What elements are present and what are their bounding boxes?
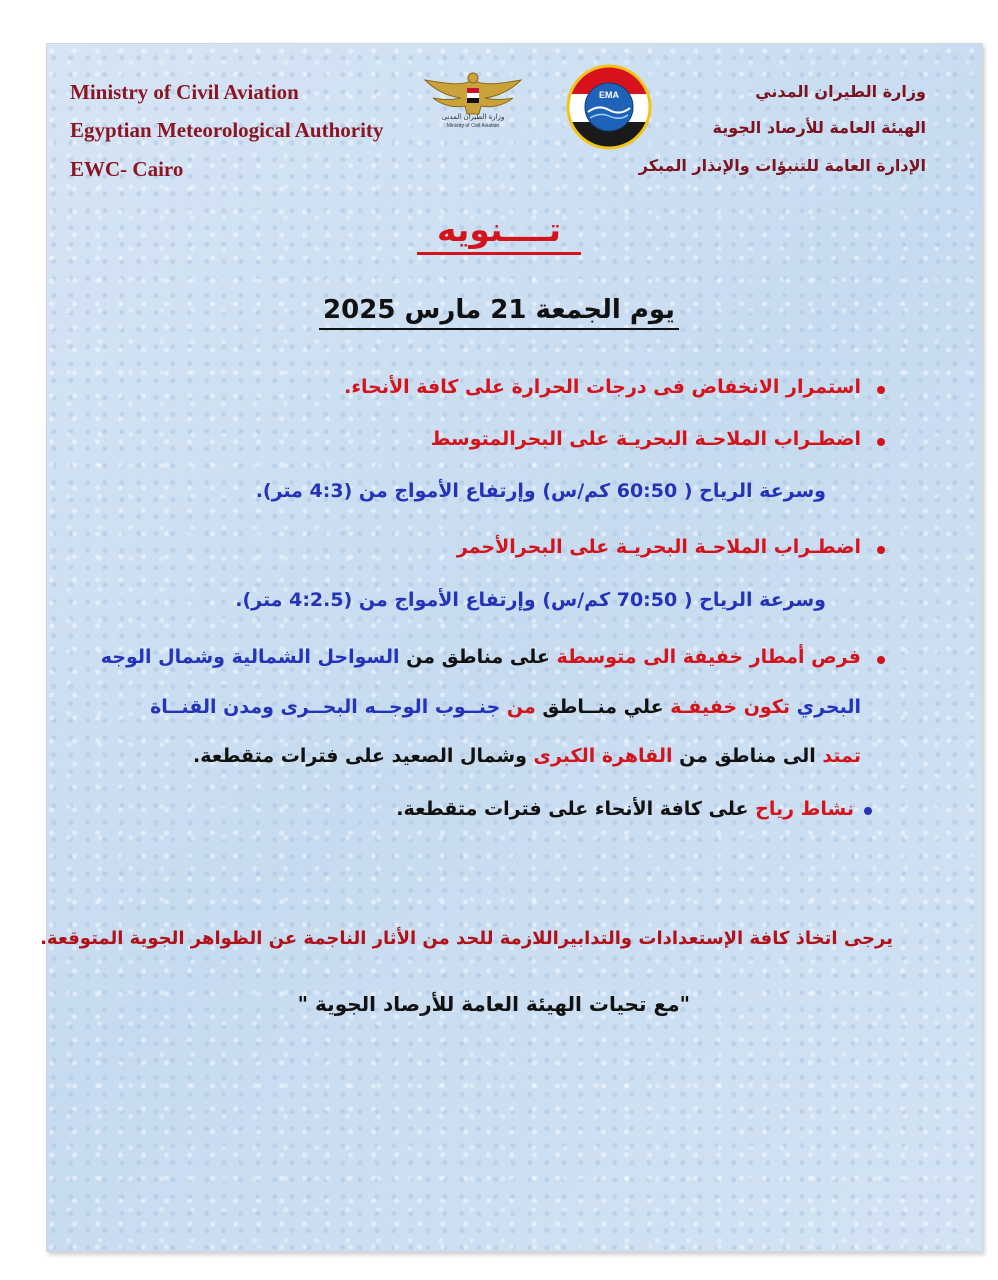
ema-emblem-icon <box>566 64 652 150</box>
notice-title-text: تــــنويه <box>417 212 581 255</box>
advice-text: يرجى اتخاذ كافة الإستعدادات والتدابيراللازمة للحد من الأثار الناجمة عن الظواهر الجوية المتوقعة. <box>40 928 893 949</box>
item-4-l3-saeed: وشمال الصعيد على فترات متقطعة. <box>193 745 527 767</box>
item-4-l2-bahari: البحري <box>796 696 861 718</box>
header-en-ministry: Ministry of Civil Aviation <box>70 80 299 104</box>
item-4-l3-to-areas: الى مناطق من <box>679 745 816 767</box>
item-4-l2-min: من <box>506 696 536 718</box>
bullet-1 <box>877 386 885 394</box>
item-4-l2-south: جنــوب الوجــه البحــرى ومدن القنــاة <box>150 696 501 718</box>
item-4-l2-light: خفيفـة <box>670 696 738 718</box>
item-4-l2-areas: علي منــاطق <box>542 696 664 718</box>
eagle-logo-subcaption: Ministry of Civil Aviation <box>446 123 500 129</box>
closing-text: "مع تحيات الهيئة العامة للأرصاد الجوية " <box>297 992 690 1016</box>
ministry-eagle-logo <box>423 68 523 138</box>
notice-title <box>0 210 998 255</box>
item-2-line2: وسرعة الرياح ( 60:50 كم/س) وإرتفاع الأمواج من (4:3 متر). <box>255 480 826 502</box>
item-2-line1: اضطـراب الملاحـة البحريـة على البحرالمتوسط <box>430 428 861 450</box>
eagle-logo-caption: وزارة الطيران المدنى <box>441 113 505 121</box>
item-5-rest: على كافة الأنحاء على فترات متقطعة. <box>396 798 749 820</box>
notice-date-text: يوم الجمعة 21 مارس 2025 <box>319 295 679 330</box>
item-4-line1 <box>101 646 861 668</box>
bullet-5 <box>864 807 872 815</box>
ema-logo-text: EMA <box>599 90 619 100</box>
item-5-wind: نشاط رياح <box>755 798 854 820</box>
item-4-l3-extends: تمتد <box>822 745 861 767</box>
header-ar-authority: الهيئة العامة للأرصاد الجوية <box>712 118 926 137</box>
header-ar-ministry: وزارة الطيران المدني <box>755 82 926 101</box>
ema-logo <box>566 64 652 150</box>
item-4-line3 <box>193 745 861 767</box>
item-4-l1-rain: فرص أمطار خفيفة الى متوسطة <box>556 646 861 668</box>
bullet-3 <box>877 546 885 554</box>
bullet-4 <box>877 656 885 664</box>
item-4-line2 <box>150 696 861 718</box>
item-4-l1-coasts: السواحل الشمالية وشمال الوجه <box>100 646 400 668</box>
notice-date <box>0 295 998 330</box>
header-en-center: EWC- Cairo <box>70 157 184 181</box>
item-5-text <box>396 798 854 820</box>
item-4-l1-over: على مناطق من <box>406 646 550 668</box>
item-1-text: استمرار الانخفاض فى درجات الحرارة على كافة الأنحاء. <box>344 376 861 398</box>
item-4-l3-cairo: القاهرة الكبرى <box>533 745 673 767</box>
item-3-line1: اضطـراب الملاحـة البحريـة على البحرالأحمر <box>456 536 861 558</box>
bullet-2 <box>877 438 885 446</box>
item-3-line2: وسرعة الرياح ( 70:50 كم/س) وإرتفاع الأمواج من (4:2.5 متر). <box>235 589 826 611</box>
header-ar-department: الإدارة العامة للتنبؤات والإنذار المبكر <box>638 156 926 175</box>
header-en-authority: Egyptian Meteorological Authority <box>70 118 384 142</box>
item-4-l2-takoon: تكون <box>743 696 791 718</box>
